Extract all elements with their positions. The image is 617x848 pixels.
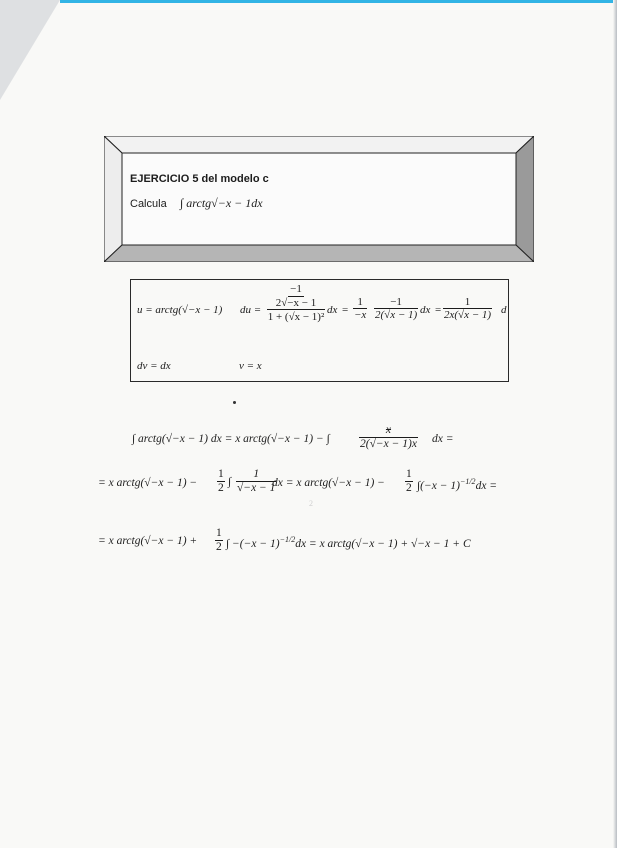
line2-half2-den: 2 <box>406 481 412 494</box>
line3-power-base: ∫ −(−x − 1) <box>226 537 280 550</box>
line2-half-num: 1 <box>218 468 224 480</box>
du-top-num: −1 <box>290 283 302 295</box>
line1-fraction <box>359 424 418 450</box>
step2-den: 2(√x − 1) <box>375 309 418 322</box>
step3-den: 2x(√x − 1) <box>444 309 492 322</box>
line2-power-base: ∫(−x − 1) <box>417 479 460 492</box>
line1-tail: dx = <box>432 433 454 445</box>
step2-fraction <box>374 296 418 321</box>
du-dx: dx <box>327 304 338 316</box>
title-content <box>122 153 516 245</box>
scan-top-edge <box>60 0 617 3</box>
dv-definition: dv = dx <box>137 360 171 372</box>
line2-fraction <box>236 468 276 494</box>
line3-half-num: 1 <box>216 527 222 539</box>
scan-right-edge <box>613 0 617 848</box>
solution-line-2b: dx = x arctg(√−x − 1) − <box>272 477 385 489</box>
step1-fraction <box>353 296 367 321</box>
line2-half2-num: 1 <box>406 468 412 480</box>
step3-fraction <box>443 296 492 321</box>
solution-line-3b <box>226 535 471 550</box>
step2-num: −1 <box>374 296 418 309</box>
du-top-den: 2√−x − 1 <box>275 296 317 309</box>
line2-dx: dx = <box>475 479 498 492</box>
exercise-heading: EJERCICIO 5 del modelo c <box>130 173 269 185</box>
step1-num: 1 <box>353 296 367 309</box>
folded-page-corner <box>0 0 60 100</box>
solution-line-1: ∫ arctg(√−x − 1) dx = x arctg(√−x − 1) − ∫ <box>132 433 330 445</box>
du-denominator: 1 + (√x − 1)² <box>267 311 325 324</box>
line2-integral: ∫ <box>228 476 232 488</box>
step3-num: 1 <box>443 296 492 309</box>
line3-result: dx = x arctg(√−x − 1) + √−x − 1 + C <box>295 537 471 550</box>
substitution-box <box>130 279 509 382</box>
line3-half <box>215 527 223 553</box>
v-definition: v = x <box>239 360 262 372</box>
step1-den: −x <box>354 309 367 322</box>
line2-half-den: 2 <box>218 481 224 494</box>
u-definition: u = arctg(√−x − 1) <box>137 304 223 316</box>
line1-frac-num: x <box>359 424 418 438</box>
exercise-title-box <box>104 136 534 262</box>
solution-line-2c <box>417 477 497 492</box>
solution-line-3a: = x arctg(√−x − 1) + <box>98 535 198 547</box>
exercise-prompt: Calcula <box>130 198 167 210</box>
line2-exponent: −1/2 <box>459 477 476 486</box>
faint-mark: 2 <box>309 499 313 508</box>
du-fraction <box>267 283 325 326</box>
line2-half <box>217 468 225 494</box>
line3-exponent: −1/2 <box>279 535 296 544</box>
step2-dx: dx <box>420 304 431 316</box>
pen-mark <box>233 401 236 404</box>
eq-1: = <box>342 304 349 316</box>
exercise-integral: ∫ arctg√−x − 1dx <box>180 196 263 210</box>
solution-line-2a: = x arctg(√−x − 1) − <box>98 477 198 489</box>
line2-frac-num: 1 <box>236 468 276 482</box>
eq-2: = <box>435 304 442 316</box>
line2-frac-den: √−x − 1 <box>237 481 276 494</box>
line2-half-2 <box>405 468 413 494</box>
line3-half-den: 2 <box>216 540 222 553</box>
trailing-d: d <box>501 304 507 316</box>
line1-frac-den: 2(√−x − 1)x <box>360 437 417 450</box>
du-label: du = <box>240 304 262 316</box>
